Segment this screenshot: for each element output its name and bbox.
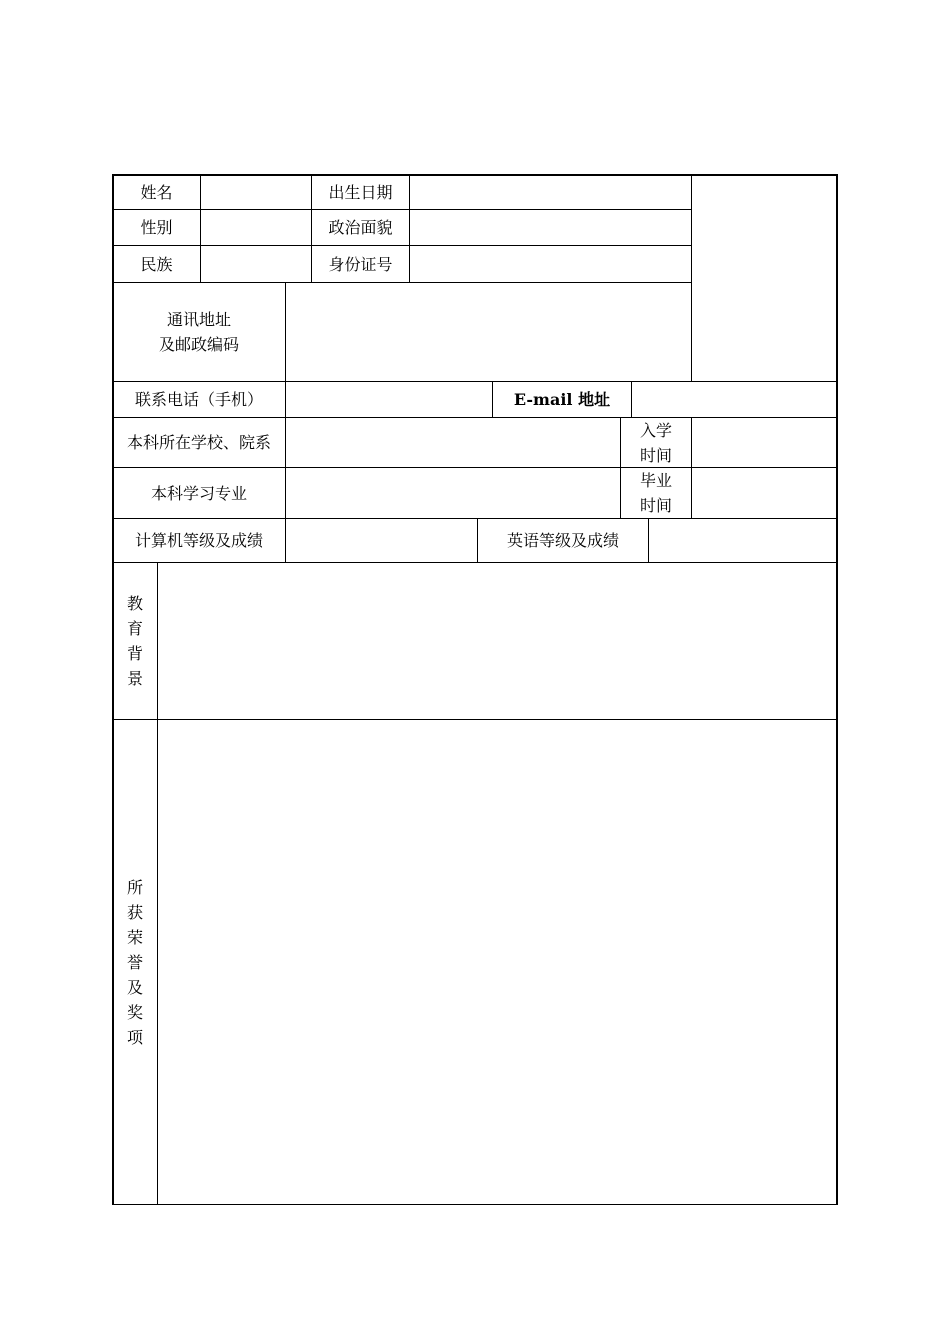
computer-level-label: 计算机等级及成绩 bbox=[134, 531, 263, 550]
honors-char: 所 bbox=[126, 877, 143, 897]
enrollment-label-line2: 时间 bbox=[639, 445, 672, 465]
political-status-label: 政治面貌 bbox=[328, 218, 393, 237]
enrollment-label-line1: 入学 bbox=[639, 420, 672, 440]
address-label-line2: 及邮政编码 bbox=[158, 335, 239, 354]
english-level-field[interactable] bbox=[649, 519, 836, 562]
honors-char: 及 bbox=[126, 977, 143, 997]
table-border-right bbox=[836, 174, 838, 1205]
address-label-line1: 通讯地址 bbox=[166, 310, 231, 329]
graduation-label-line2: 时间 bbox=[639, 496, 672, 515]
graduation-label-line1: 毕业 bbox=[639, 471, 672, 490]
phone-field[interactable] bbox=[286, 382, 492, 417]
name-field[interactable] bbox=[201, 175, 311, 209]
honors-char: 誉 bbox=[126, 952, 143, 972]
honors-char: 获 bbox=[126, 902, 143, 922]
computer-level-field[interactable] bbox=[286, 519, 477, 562]
major-label: 本科学习专业 bbox=[150, 483, 247, 503]
phone-label: 联系电话（手机） bbox=[134, 390, 263, 409]
address-label bbox=[113, 283, 285, 381]
email-field[interactable] bbox=[632, 382, 836, 417]
school-field[interactable] bbox=[286, 418, 620, 467]
graduation-time-label bbox=[621, 468, 691, 518]
political-status-field[interactable] bbox=[410, 210, 691, 245]
photo-area[interactable] bbox=[692, 175, 836, 381]
education-char: 景 bbox=[126, 669, 143, 688]
education-background-field[interactable] bbox=[158, 563, 836, 719]
gender-field[interactable] bbox=[201, 210, 311, 245]
honors-char: 项 bbox=[126, 1027, 143, 1047]
honors-awards-label bbox=[113, 720, 157, 1204]
enrollment-time-label bbox=[621, 418, 691, 467]
id-number-label: 身份证号 bbox=[328, 254, 393, 274]
graduation-time-field[interactable] bbox=[692, 468, 836, 518]
honors-char: 奖 bbox=[126, 1002, 143, 1022]
honors-char: 荣 bbox=[126, 927, 143, 947]
english-level-label: 英语等级及成绩 bbox=[506, 531, 619, 550]
address-field[interactable] bbox=[286, 283, 691, 381]
school-label: 本科所在学校、院系 bbox=[126, 433, 271, 452]
major-field[interactable] bbox=[286, 468, 620, 518]
education-char: 教 bbox=[126, 594, 143, 613]
education-char: 育 bbox=[126, 619, 143, 638]
education-char: 背 bbox=[126, 644, 143, 663]
email-label: E-mail 地址 bbox=[513, 390, 611, 409]
id-number-field[interactable] bbox=[410, 246, 691, 282]
honors-awards-field[interactable] bbox=[158, 720, 836, 1204]
ethnicity-label: 民族 bbox=[140, 254, 173, 274]
table-border-bottom bbox=[112, 1204, 838, 1205]
birth-date-field[interactable] bbox=[410, 175, 691, 209]
ethnicity-field[interactable] bbox=[201, 246, 311, 282]
education-background-label bbox=[113, 563, 157, 719]
gender-label: 性别 bbox=[140, 218, 173, 237]
name-label: 姓名 bbox=[140, 182, 173, 202]
enrollment-time-field[interactable] bbox=[692, 418, 836, 467]
birth-date-label: 出生日期 bbox=[328, 182, 393, 202]
